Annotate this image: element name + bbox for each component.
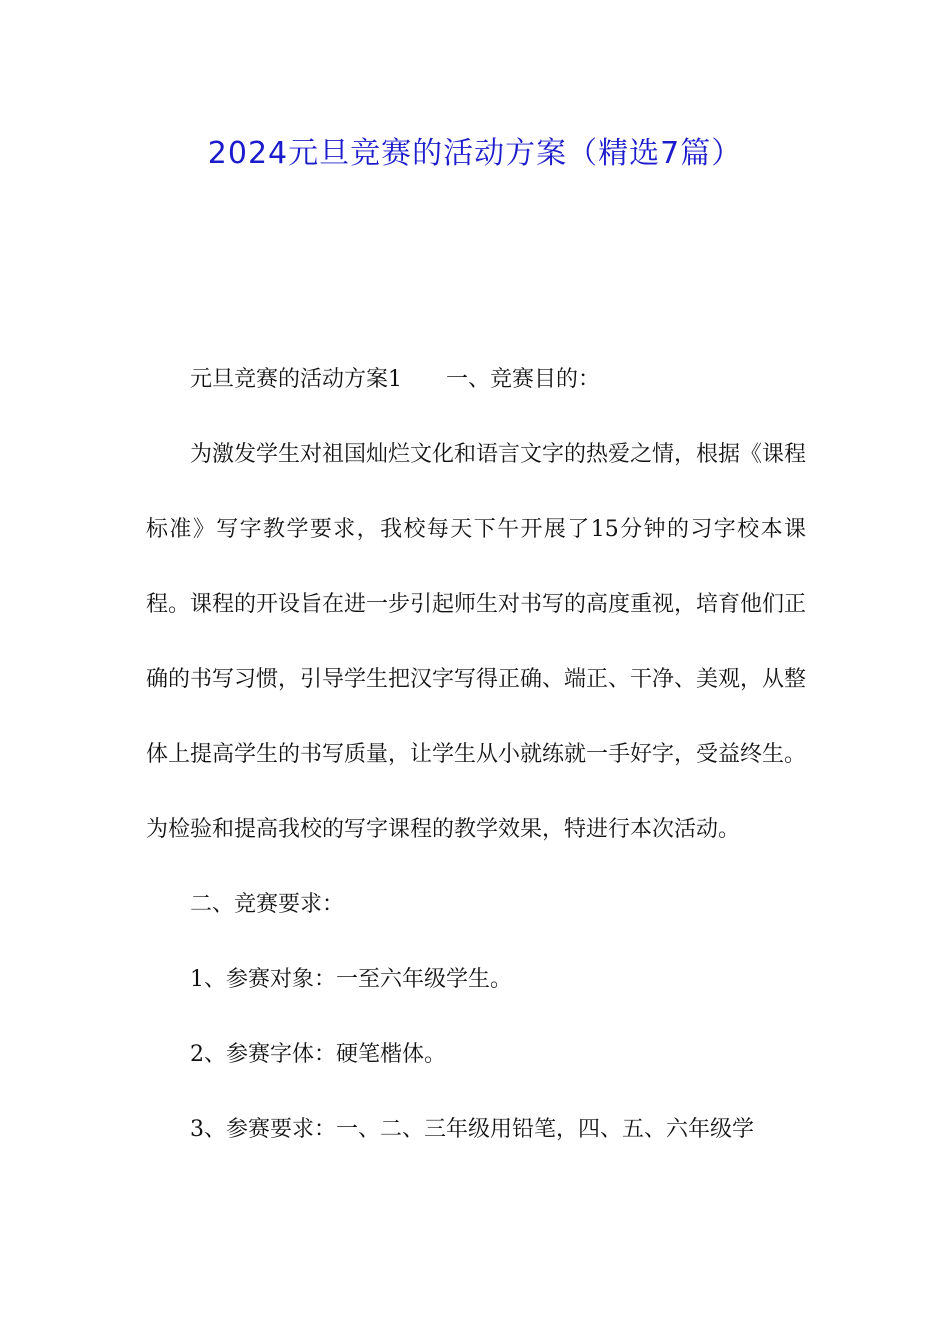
paragraph-section-heading — [146, 342, 806, 417]
document-body — [146, 342, 806, 1167]
paragraph-4: 1、参赛对象：一至六年级学生。 — [190, 967, 512, 992]
section-heading: 元旦竞赛的活动方案1 — [190, 367, 402, 392]
paragraph-3: 二、竞赛要求： — [190, 892, 345, 917]
paragraph-6: 3、参赛要求：一、二、三年级用铅笔，四、五、六年级学 — [190, 1117, 754, 1142]
paragraph-1: 一、竞赛目的： — [446, 367, 601, 392]
document-title: 2024元旦竞赛的活动方案（精选7篇） — [207, 136, 743, 171]
paragraph-2: 为激发学生对祖国灿烂文化和语言文字的热爱之情，根据《课程标准》写字教学要求，我校每天下午开展了15分钟的习字校本课程。课程的开设旨在进一步引起师生对书写的高度重视，培育他们正确的书写习惯，引导学生把汉字写得正确、端正、干净、美观，从整体上提高学生的书写质量，让学生从小就练就一手好字，受益终生。为检验和提高我校的写字课程的教学效果，特进行本次活动。 — [146, 442, 807, 842]
paragraph-5: 2、参赛字体：硬笔楷体。 — [190, 1042, 446, 1067]
